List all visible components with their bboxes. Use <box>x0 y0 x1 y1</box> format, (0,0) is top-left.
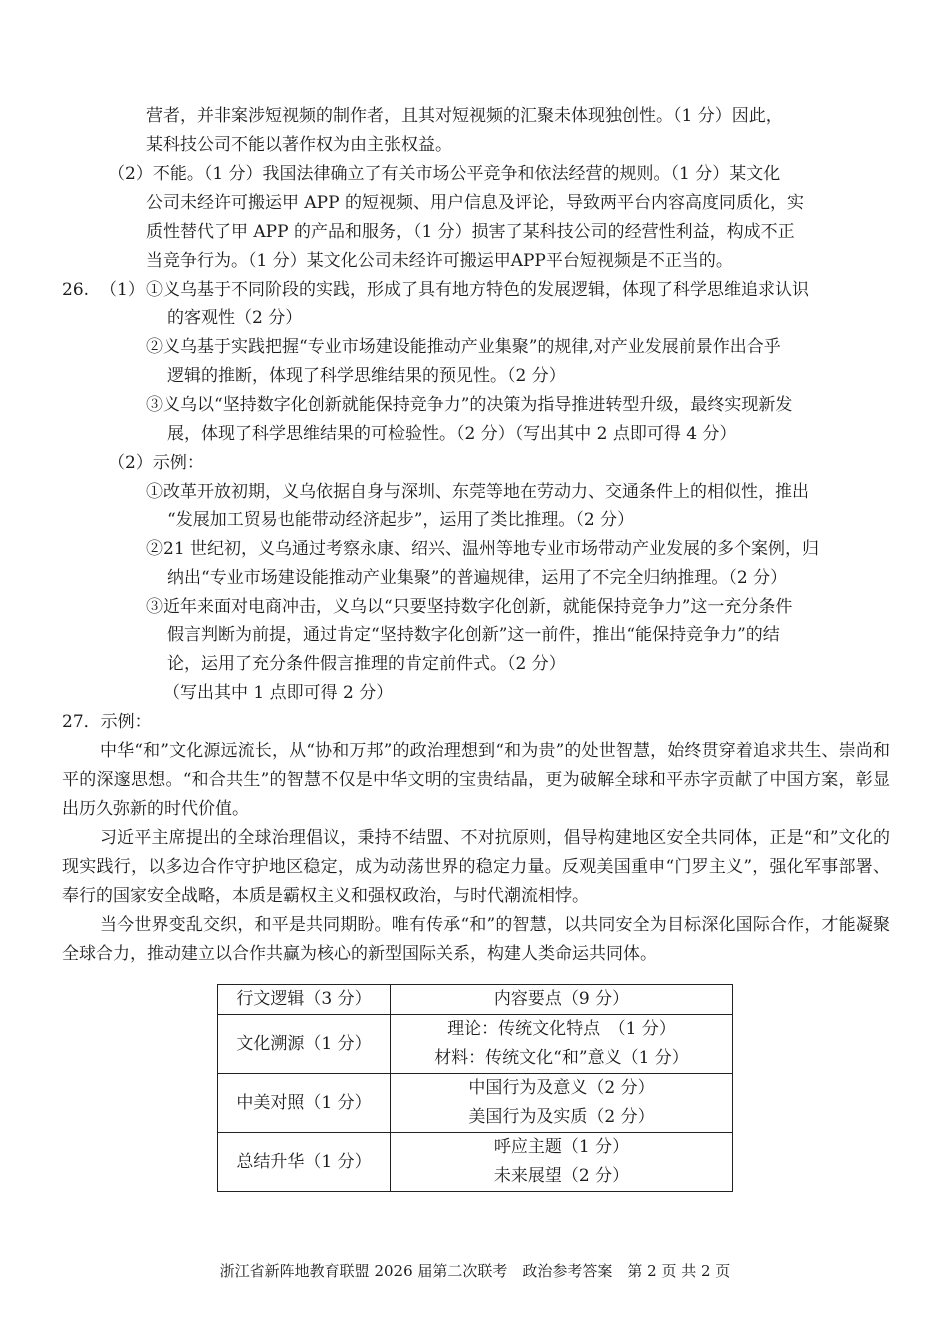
rubric-row <box>218 1074 733 1133</box>
q25-part2-line-2: 公司未经许可搬运甲 APP 的短视频、用户信息及评论，导致两平台内容高度同质化，实 <box>146 193 804 213</box>
q26-a3-line-2: 展，体现了科学思维结果的可检验性。（2 分）（写出其中 2 点即可得 4 分） <box>167 424 737 444</box>
rubric-point: 理论：传统文化特点 （1 分） <box>447 1019 676 1039</box>
q26-a1-line-1: ①义乌基于不同阶段的实践，形成了具有地方特色的发展逻辑，体现了科学思维追求认识 <box>146 280 809 300</box>
q27-paragraph-2: 习近平主席提出的全球治理倡议，秉持不结盟、不对抗原则，倡导构建地区安全共同体，正是“和”文化的现实践行，以多边合作守护地区稳定，成为动荡世界的稳定力量。反观美国重申“门罗主义”，强化军事部署、奉行的国家安全战略，本质是霸权主义和强权政治，与时代潮流相悖。 <box>62 828 890 906</box>
rubric-logic-cell: 中美对照（1 分） <box>218 1074 391 1133</box>
q27-paragraph-1: 中华“和”文化源远流长，从“协和万邦”的政治理想到“和为贵”的处世智慧，始终贯穿着追求共生、崇尚和平的深邃思想。“和合共生”的智慧不仅是中华文明的宝贵结晶，更为破解全球和平赤字贡献了中国方案，彰显出历久弥新的时代价值。 <box>62 741 890 819</box>
rubric-point: 呼应主题（1 分） <box>493 1137 630 1157</box>
q26-b1-line-1: ①改革开放初期，义乌依据自身与深圳、东莞等地在劳动力、交通条件上的相似性，推出 <box>146 482 809 502</box>
q26-a3-line-1: ③义乌以“坚持数字化创新就能保持竞争力”的决策为指导推进转型升级，最终实现新发 <box>146 395 793 415</box>
q26-b2-line-1: ②21 世纪初，义乌通过考察永康、绍兴、温州等地专业市场带动产业发展的多个案例，归 <box>146 539 820 559</box>
rubric-point: 未来展望（2 分） <box>493 1166 630 1186</box>
rubric-row <box>218 1133 733 1192</box>
rubric-content-cell <box>391 1133 733 1192</box>
q27-heading: 27．示例： <box>62 712 152 732</box>
q25-part2-line-3: 质性替代了甲 APP 的产品和服务，（1 分）损害了某科技公司的经营性利益，构成不正 <box>146 222 795 242</box>
q26-b2-line-2: 纳出“专业市场建设能推动产业集聚”的普遍规律，运用了不完全归纳推理。（2 分） <box>167 568 788 588</box>
q25-part2-line-1: （2）不能。（1 分）我国法律确立了有关市场公平竞争和依法经营的规则。（1 分）某文化 <box>108 164 781 184</box>
page-footer: 浙江省新阵地教育联盟 2026 届第二次联考 政治参考答案 第 2 页 共 2 页 <box>219 1262 731 1280</box>
rubric-content-cell <box>391 1015 733 1074</box>
q27-paragraph-3: 当今世界变乱交织，和平是共同期盼。唯有传承“和”的智慧，以共同安全为目标深化国际合作，才能凝聚全球合力，推动建立以合作共赢为核心的新型国际关系，构建人类命运共同体。 <box>62 915 890 964</box>
q25-line-1: 营者，并非案涉短视频的制作者，且其对短视频的汇聚未体现独创性。（1 分）因此， <box>146 106 783 126</box>
q26-b3-line-1: ③近年来面对电商冲击，义乌以“只要坚持数字化创新，就能保持竞争力”这一充分条件 <box>146 597 793 617</box>
rubric-content-cell <box>391 1074 733 1133</box>
rubric-logic-cell: 文化溯源（1 分） <box>218 1015 391 1074</box>
q26-number: 26. <box>62 280 90 300</box>
q26-part2-label: （2）示例： <box>108 453 204 473</box>
q26-note: （写出其中 1 点即可得 2 分） <box>163 683 394 703</box>
q26-b3-line-3: 论，运用了充分条件假言推理的肯定前件式。（2 分） <box>167 654 566 674</box>
q26-a2-line-1: ②义乌基于实践把握“专业市场建设能推动产业集聚”的规律,对产业发展前景作出合乎 <box>146 337 781 357</box>
rubric-header-row <box>218 985 733 1015</box>
q26-part1-label: （1） <box>100 280 145 300</box>
q26-b1-line-2: “发展加工贸易也能带动经济起步”，运用了类比推理。（2 分） <box>167 510 635 530</box>
rubric-point: 美国行为及实质（2 分） <box>468 1107 655 1127</box>
rubric-table <box>217 984 733 1192</box>
q26-a2-line-2: 逻辑的推断，体现了科学思维结果的预见性。（2 分） <box>167 366 566 386</box>
rubric-point: 材料：传统文化“和”意义（1 分） <box>434 1048 689 1068</box>
q26-a1-line-2: 的客观性（2 分） <box>167 308 303 328</box>
rubric-header-logic: 行文逻辑（3 分） <box>218 985 391 1015</box>
q25-line-2: 某科技公司不能以著作权为由主张权益。 <box>146 135 452 155</box>
rubric-logic-cell: 总结升华（1 分） <box>218 1133 391 1192</box>
q26-b3-line-2: 假言判断为前提，通过肯定“坚持数字化创新”这一前件，推出“能保持竞争力”的结 <box>167 625 780 645</box>
rubric-header-content: 内容要点（9 分） <box>391 985 733 1015</box>
rubric-row <box>218 1015 733 1074</box>
q25-part2-line-4: 当竞争行为。（1 分）某文化公司未经许可搬运甲APP平台短视频是不正当的。 <box>146 251 733 271</box>
rubric-point: 中国行为及意义（2 分） <box>468 1078 655 1098</box>
